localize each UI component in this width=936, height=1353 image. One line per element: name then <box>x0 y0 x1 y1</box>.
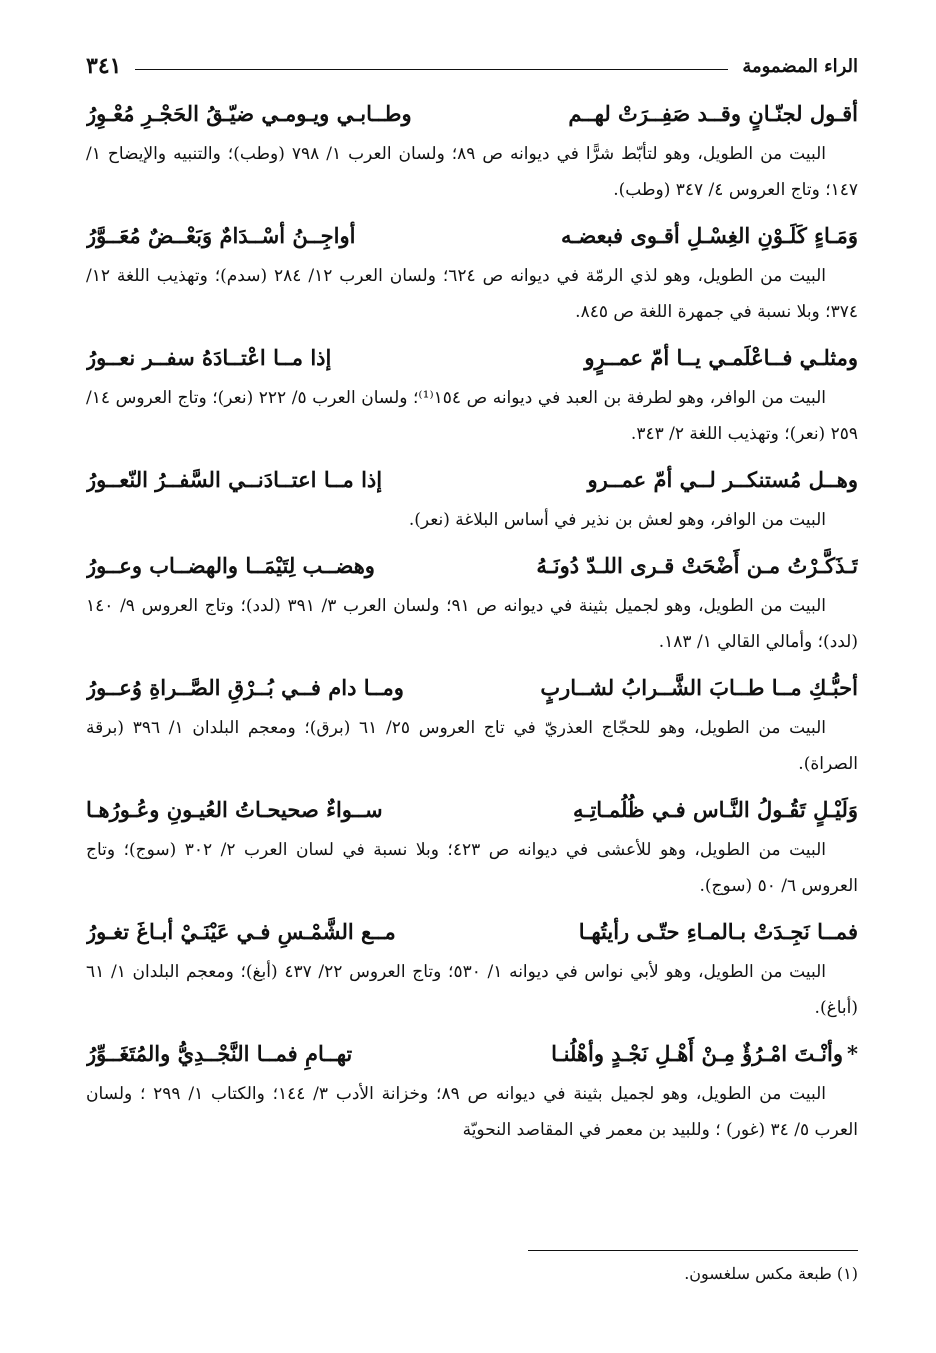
verse-commentary: البيت من الوافر، وهو لطرفة بن العبد في ديوانه ص ١٥٤⁽¹⁾؛ ولسان العرب ٥/ ٢٢٢ (نعر)؛ وتاج العروس ١٤/ ٢٥٩ (نعر)؛ وتهذيب اللغة ٢/ ٣٤٣. <box>86 388 858 444</box>
second-hemistich: إذا مــا اعتــادَنــي السَّفــرُ النّعــورُ <box>86 467 383 492</box>
first-hemistich: وهــل مُستنكــر لــي أمّ عمــرو <box>587 467 858 492</box>
verse-entry <box>86 214 858 330</box>
verse-entry <box>86 910 858 1026</box>
second-hemistich: إذا مــا اعْتــادَهُ سفــر نعــورُ <box>86 345 332 370</box>
verse-commentary: البيت من الطويل، وهو لجميل بثينة في ديوانه ص ٩١؛ ولسان العرب ٣/ ٣٩١ (لدد)؛ وتاج العروس ٩/ ١٤٠ (لدد)؛ وأمالي القالي ١/ ١٨٣. <box>86 596 858 652</box>
verse-commentary: البيت من الطويل، وهو لتأبّط شرًّا في ديوانه ص ٨٩؛ ولسان العرب ١/ ٧٩٨ (وطب)؛ والتنبيه والإيضاح ١/ ١٤٧؛ وتاج العروس ٤/ ٣٤٧ (وطب). <box>86 144 858 200</box>
page-header <box>86 46 858 86</box>
verse-line <box>86 788 858 832</box>
verse-entry <box>86 544 858 660</box>
second-hemistich: ســواءٌ صحيحـاتُ العُيـونِ وعُـورُهـا <box>86 797 383 822</box>
second-hemistich: مــع الشَّمْـسِ فـي عَيْنَـيْ أبـاغَ تغـورُ <box>86 919 396 944</box>
second-hemistich: وطــابـي ويـومـي ضيّـقُ الحَجْـرِ مُعْـوِرُ <box>86 101 412 126</box>
star-marker: * <box>847 1041 858 1066</box>
second-hemistich: أواجِــنُ أسْــدَامٌ وَبَعْــضٌ مُعَــوَّرُ <box>86 223 356 248</box>
second-hemistich: تهــامِ فمــا النَّجْــدِيُّ والمُتَغَــوِّرُ <box>86 1041 353 1066</box>
verse-commentary: البيت من الطويل، وهو للحجّاج العذريّ في تاج العروس ٢٥/ ٦١ (برق)؛ ومعجم البلدان ١/ ٣٩٦ (برقة الصراة). <box>86 718 858 774</box>
verse-line <box>86 214 858 258</box>
verse-entry <box>86 336 858 452</box>
first-hemistich: تَـذَكَّـرْتُ مـن أَضْحَتْ قـرى اللـدّ دُونَـهُ <box>536 553 858 578</box>
second-hemistich: وهضــب لِتَيْمَــا والهضــاب وعــورُ <box>86 553 375 578</box>
verse-commentary: البيت من الوافر، وهو لعش بن نذير في أساس البلاغة (نعر). <box>408 510 826 530</box>
verse-line <box>86 910 858 954</box>
verse-entry <box>86 458 858 538</box>
footnote-area <box>528 1250 858 1287</box>
first-hemistich: ومثلـي فــاعْلَمـي يــا أمّ عمــرٍو <box>584 345 858 370</box>
first-hemistich: أقـول لجنّـانٍ وقــد صَفِــرَتْ لهــم <box>568 101 858 126</box>
first-hemistich: أحبُّـكِ مــا طــابَ الشَّــرابُ لشــاربٍ <box>540 675 858 700</box>
verse-commentary: البيت من الطويل، وهو للأعشى في ديوانه ص ٤٢٣؛ وبلا نسبة في لسان العرب ٢/ ٣٠٢ (سوج)؛ وتاج العروس ٦/ ٥٠ (سوج). <box>86 840 858 896</box>
verse-entry <box>86 1032 858 1148</box>
verse-line <box>86 1032 858 1076</box>
second-hemistich: ومــا دام فــي بُــرْقِ الصَّــراةِ وُعــورُ <box>86 675 404 700</box>
first-hemistich-text: وأنْـتَ امْـرُؤٌ مِـنْ أَهْـلِ نَجْـدٍ وأهْلُنـا <box>551 1041 844 1066</box>
verse-entry <box>86 666 858 782</box>
page-number: ٣٤١ <box>86 53 122 79</box>
first-hemistich <box>551 1032 858 1076</box>
verse-line <box>86 92 858 136</box>
verse-commentary: البيت من الطويل، وهو لجميل بثينة في ديوانه ص ٨٩؛ وخزانة الأدب ٣/ ١٤٤؛ والكتاب ١/ ٢٩٩ ؛ ولسان العرب ٥/ ٣٤ (غور) ؛ وللبيد بن معمر في المقاصد النحويّة <box>86 1084 858 1140</box>
verse-line <box>86 336 858 380</box>
verse-commentary: البيت من الطويل، وهو لأبي نواس في ديوانه ١/ ٥٣٠؛ وتاج العروس ٢٢/ ٤٣٧ (أبغ)؛ ومعجم البلدان ١/ ٦١ (أباغ). <box>86 962 858 1018</box>
first-hemistich: فمــا نَجِـدَتْ بـالمـاءِ حتّـى رأيتُهـا <box>578 919 858 944</box>
running-title: الراء المضمومة <box>742 55 858 77</box>
first-hemistich: وَلَيْـلٍ تَقُـولُ النَّـاس فـي ظُلُمـاتِـهِ <box>573 797 858 822</box>
verse-line <box>86 458 858 502</box>
verse-commentary: البيت من الطويل، وهو لذي الرمّة في ديوانه ص ٦٢٤؛ ولسان العرب ١٢/ ٢٨٤ (سدم)؛ وتهذيب اللغة ١٢/ ٣٧٤؛ وبلا نسبة في جمهرة اللغة ص ٨٤٥. <box>86 266 858 322</box>
verse-line <box>86 666 858 710</box>
verse-entry <box>86 92 858 208</box>
footnote: (١) طبعة مكس سلغسون. <box>684 1264 858 1283</box>
verse-entry <box>86 788 858 904</box>
footnote-rule <box>528 1250 858 1251</box>
header-rule <box>135 69 728 70</box>
verse-line <box>86 544 858 588</box>
first-hemistich: وَمَـاءٍ كَلَـوْنِ الغِسْـلِ أقـوى فبعضـه <box>560 223 858 248</box>
